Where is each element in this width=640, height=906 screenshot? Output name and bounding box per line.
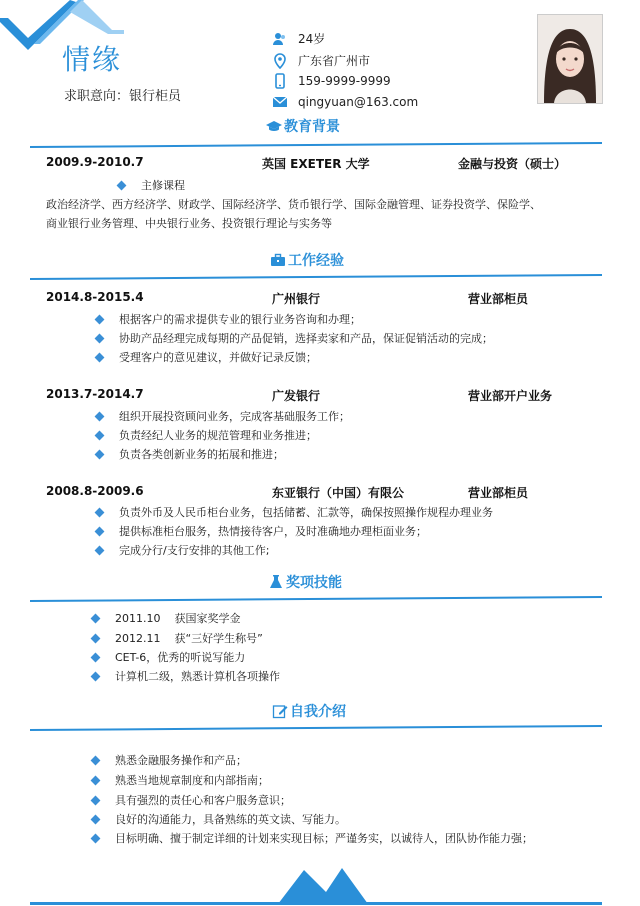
diamond-bullet-icon: [91, 671, 101, 681]
education-period: 2009.9-2010.7: [46, 155, 144, 169]
list-item: 负责经纪人业务的规范管理和业务推进；: [96, 427, 317, 443]
diamond-bullet-icon: [95, 507, 105, 517]
diamond-bullet-icon: [95, 526, 105, 536]
work-period: 2008.8-2009.6: [46, 484, 144, 498]
phone-text: 159-9999-9999: [298, 74, 391, 88]
work-company: 东亚银行（中国）有限公: [272, 486, 405, 500]
work-company: 广州银行: [272, 292, 321, 306]
diamond-bullet-icon: [95, 449, 105, 459]
diamond-bullet-icon: [95, 545, 105, 555]
diamond-bullet-icon: [91, 814, 101, 824]
courses-line: 政治经济学、西方经济学、财政学、国际经济学、货币银行学、国际金融管理、证券投资学、保险学、: [46, 198, 541, 211]
candidate-name: 情缘: [62, 43, 123, 76]
diamond-bullet-icon: [91, 775, 101, 785]
list-item: 2011.10 获国家奖学金: [92, 610, 240, 626]
work-period: 2013.7-2014.7: [46, 387, 144, 401]
diamond-bullet-icon: [91, 613, 101, 623]
list-item: 根据客户的需求提供专业的银行业务咨询和办理；: [96, 311, 361, 327]
section-rule: [30, 268, 602, 282]
graduation-cap-icon: [266, 118, 282, 134]
diamond-bullet-icon: [95, 352, 105, 362]
work-position: 营业部柜员: [468, 292, 529, 306]
list-item: CET-6，优秀的听说写能力: [92, 649, 245, 665]
profile-photo: [537, 14, 603, 104]
section-rule: [30, 136, 602, 150]
section-rule: [30, 590, 602, 604]
contact-email[interactable]: [272, 94, 418, 110]
list-item: 负责外币及人民币柜台业务，包括储蓄、汇款等，确保按照操作规程办理业务: [96, 504, 493, 520]
list-item: 具有强烈的责任心和客户服务意识；: [92, 792, 291, 808]
job-objective: 求职意向：银行柜员: [64, 89, 182, 104]
age-text: 24岁: [298, 32, 326, 46]
diamond-bullet-icon: [117, 180, 127, 190]
contact-location: [272, 52, 370, 69]
list-item: 完成分行/支行安排的其他工作;: [96, 542, 269, 558]
list-item: 计算机二级，熟悉计算机各项操作: [92, 668, 280, 684]
section-title-education: 教育背景: [266, 116, 340, 136]
location-text: 广东省广州市: [298, 54, 371, 68]
person-icon: [272, 31, 288, 47]
phone-icon: [272, 73, 288, 89]
location-pin-icon: [272, 53, 288, 69]
contact-age: [272, 30, 325, 47]
work-period: 2014.8-2015.4: [46, 290, 144, 304]
diamond-bullet-icon: [91, 755, 101, 765]
email-text[interactable]: qingyuan@163.com: [298, 95, 419, 109]
section-title-self: 自我介绍: [272, 701, 346, 721]
list-item: 2012.11 获“三好学生称号”: [92, 630, 263, 646]
edit-note-icon: [272, 703, 288, 719]
list-item: 受理客户的意见建议，并做好记录反馈；: [96, 349, 317, 365]
list-item: 良好的沟通能力，具备熟练的英文读、写能力。: [92, 811, 346, 827]
bottom-decoration: [30, 862, 602, 906]
section-title-work: 工作经验: [270, 250, 344, 270]
list-item: 目标明确、擅于制定详细的计划来实现目标；严谨务实，以诚待人，团队协作能力强；: [92, 830, 533, 846]
diamond-bullet-icon: [95, 333, 105, 343]
section-title-awards: 奖项技能: [268, 572, 342, 592]
contact-phone: [272, 73, 391, 89]
flask-icon: [268, 574, 284, 590]
work-company: 广发银行: [272, 389, 321, 403]
mail-icon: [272, 94, 288, 110]
list-item: 熟悉当地规章制度和内部指南；: [92, 772, 269, 788]
work-position: 营业部柜员: [468, 486, 529, 500]
list-item: 协助产品经理完成每期的产品促销，选择卖家和产品，保证促销活动的完成；: [96, 330, 493, 346]
diamond-bullet-icon: [91, 633, 101, 643]
diamond-bullet-icon: [95, 314, 105, 324]
list-item: 熟悉金融服务操作和产品；: [92, 752, 247, 768]
list-item: 组织开展投资顾问业务，完成客基础服务工作；: [96, 408, 350, 424]
diamond-bullet-icon: [91, 795, 101, 805]
work-position: 营业部开户业务: [468, 389, 553, 403]
education-school: 英国 EXETER 大学: [262, 157, 370, 171]
briefcase-icon: [270, 252, 286, 268]
diamond-bullet-icon: [91, 652, 101, 662]
list-item: 主修课程: [118, 177, 185, 193]
education-major: 金融与投资（硕士）: [458, 157, 567, 171]
diamond-bullet-icon: [91, 833, 101, 843]
courses-line: 商业银行业务管理、中央银行业务、投资银行理论与实务等: [46, 217, 332, 230]
list-item: 提供标准柜台服务，热情接待客户，及时准确地办理柜面业务；: [96, 523, 427, 539]
section-rule: [30, 719, 602, 733]
diamond-bullet-icon: [95, 411, 105, 421]
list-item: 负责各类创新业务的拓展和推进；: [96, 446, 284, 462]
diamond-bullet-icon: [95, 430, 105, 440]
